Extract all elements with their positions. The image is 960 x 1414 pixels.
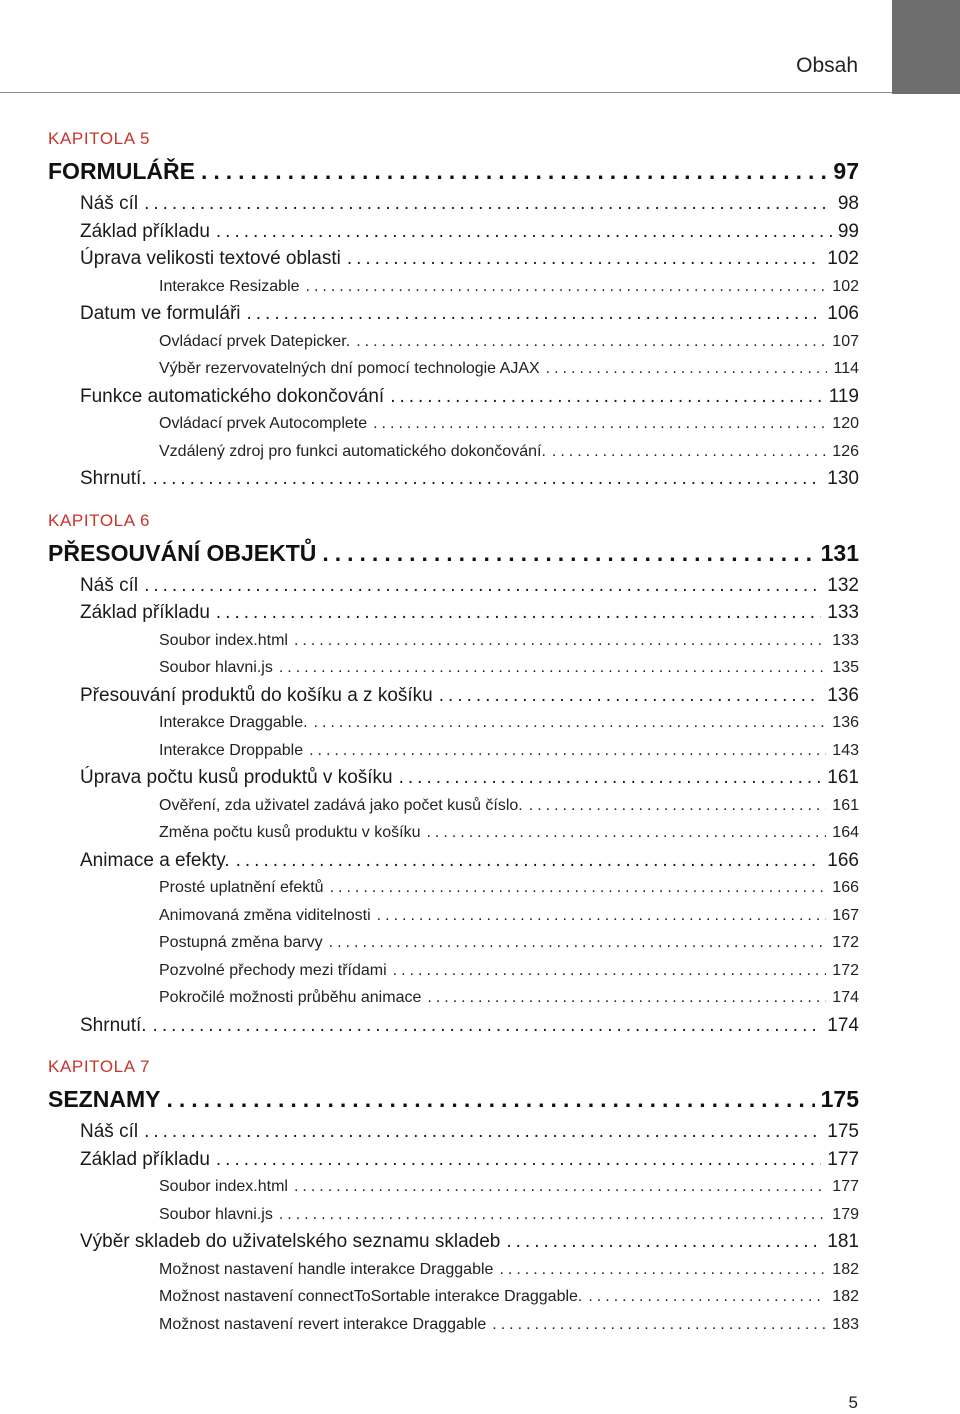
toc-section-row[interactable] [48, 764, 859, 792]
toc-page-number: 177 [827, 1148, 859, 1170]
toc-entry-title: Možnost nastavení revert interakce Draggable [159, 1315, 487, 1333]
toc-page-number: 98 [837, 193, 859, 214]
toc-subsection-row[interactable] [48, 1173, 859, 1201]
dot-leader [427, 984, 826, 1012]
table-of-contents [48, 126, 859, 1353]
toc-entry-title: Postupná změna barvy [159, 934, 323, 951]
toc-entry-title: Úprava počtu kusů produktů v košíku [80, 767, 393, 788]
toc-page-number: 102 [827, 248, 859, 269]
toc-page-number: 161 [832, 796, 859, 814]
chapter-title-row[interactable] [48, 534, 859, 572]
toc-page-number: 172 [832, 934, 859, 951]
toc-subsection-row[interactable] [48, 902, 859, 930]
toc-page-number: 183 [832, 1315, 859, 1333]
toc-section-row[interactable] [48, 682, 859, 710]
toc-subsection-row[interactable] [48, 957, 859, 985]
toc-entry-title: Základ příkladu [80, 1148, 210, 1170]
toc-page-number: 177 [832, 1178, 859, 1195]
toc-page-number: 179 [832, 1205, 859, 1223]
toc-entry-title: Pokročilé možnosti průběhu animace [159, 989, 422, 1006]
chapter-label: KAPITOLA 7 [48, 1057, 151, 1076]
toc-subsection-row[interactable] [48, 984, 859, 1012]
dot-leader [314, 709, 827, 737]
toc-entry-title: Možnost nastavení connectToSortable interakce Draggable. [159, 1288, 583, 1305]
toc-section-row[interactable] [48, 218, 859, 246]
dot-leader [322, 534, 814, 572]
dot-leader [144, 1118, 821, 1146]
dot-leader [356, 328, 826, 356]
toc-entry-title: Shrnutí. [80, 468, 147, 489]
toc-entry-title: Ovládací prvek Datepicker. [159, 332, 351, 350]
dot-leader [279, 654, 826, 682]
toc-entry-title: Základ příkladu [80, 602, 210, 623]
dot-leader [439, 682, 822, 710]
chapter-section [48, 1054, 859, 1338]
toc-page-number: 136 [827, 684, 859, 706]
toc-entry-title: FORMULÁŘE [48, 158, 195, 184]
dot-leader [373, 410, 826, 438]
toc-entry-title: Interakce Resizable [159, 277, 300, 295]
toc-subsection-row[interactable] [48, 929, 859, 957]
toc-subsection-row[interactable] [48, 1283, 859, 1311]
toc-subsection-row[interactable] [48, 709, 859, 737]
toc-page-number: 133 [832, 631, 859, 649]
toc-subsection-row[interactable] [48, 819, 859, 847]
toc-entry-title: Datum ve formuláři [80, 303, 241, 324]
toc-section-row[interactable] [48, 300, 859, 328]
toc-page-number: 135 [832, 659, 859, 676]
chapter-label: KAPITOLA 6 [48, 510, 151, 530]
dot-leader [393, 957, 827, 985]
toc-page-number: 161 [827, 767, 859, 788]
toc-entry-title: Výběr skladeb do uživatelského seznamu skladeb [80, 1231, 501, 1252]
toc-entry-title: Úprava velikosti textové oblasti [80, 248, 341, 269]
toc-entry-title: Animovaná změna viditelnosti [159, 906, 371, 924]
toc-entry-title: Přesouvání produktů do košíku a z košíku [80, 684, 433, 706]
dot-leader [236, 847, 822, 875]
toc-page-number: 143 [832, 741, 859, 759]
toc-entry-title: Náš cíl [80, 193, 139, 214]
toc-entry-title: Soubor hlavni.js [159, 1205, 273, 1223]
dot-leader [399, 764, 822, 792]
section-header: Obsah [796, 54, 858, 77]
toc-page-number: 107 [832, 332, 859, 350]
toc-section-row[interactable] [48, 599, 859, 627]
toc-entry-title: Možnost nastavení handle interakce Draggable [159, 1260, 494, 1278]
dot-leader [329, 929, 827, 957]
dot-leader [588, 1283, 826, 1311]
toc-page-number: 131 [820, 539, 859, 566]
chapter-title-row[interactable] [48, 1080, 859, 1118]
dot-leader [377, 902, 827, 930]
dot-leader [306, 273, 827, 301]
dot-leader [426, 819, 826, 847]
toc-page-number: 102 [832, 277, 859, 295]
toc-page-number: 166 [827, 849, 859, 871]
toc-page-number: 132 [827, 574, 859, 596]
toc-page-number: 97 [833, 158, 859, 184]
dot-leader [294, 627, 826, 655]
toc-entry-title: Shrnutí. [80, 1014, 147, 1036]
dot-leader [216, 599, 821, 627]
toc-entry-title: SEZNAMY [48, 1086, 161, 1112]
toc-subsection-row[interactable] [48, 410, 859, 438]
toc-page-number: 133 [827, 602, 859, 623]
toc-section-row[interactable] [48, 383, 859, 411]
toc-subsection-row[interactable] [48, 874, 859, 902]
toc-page-number: 175 [820, 1086, 859, 1112]
toc-entry-title: Interakce Droppable [159, 741, 304, 759]
toc-subsection-row[interactable] [48, 355, 859, 383]
dot-leader [247, 300, 822, 328]
dot-leader [506, 1228, 821, 1256]
toc-section-row[interactable] [48, 1146, 859, 1174]
chapter-section [48, 126, 859, 493]
toc-section-row[interactable] [48, 1012, 859, 1040]
toc-page-number: 164 [832, 824, 859, 841]
toc-section-row[interactable] [48, 1118, 859, 1146]
dot-leader [201, 152, 827, 190]
toc-entry-title: Interakce Draggable. [159, 714, 308, 731]
dot-leader [499, 1256, 826, 1284]
toc-page-number: 119 [828, 385, 859, 407]
toc-section-row[interactable] [48, 465, 859, 493]
toc-subsection-row[interactable] [48, 737, 859, 765]
toc-entry-title: Výběr rezervovatelných dní pomocí technologie AJAX [159, 360, 540, 377]
toc-page-number: 99 [837, 220, 859, 242]
toc-page-number: 174 [827, 1014, 859, 1036]
toc-subsection-row[interactable] [48, 328, 859, 356]
toc-page-number: 167 [832, 906, 859, 924]
toc-entry-title: Náš cíl [80, 1121, 139, 1142]
chapter-section [48, 508, 859, 1040]
toc-entry-title: Náš cíl [80, 574, 139, 596]
dot-leader [144, 572, 821, 600]
dot-leader [294, 1173, 826, 1201]
dot-leader [546, 355, 828, 383]
dot-leader [144, 190, 832, 218]
toc-section-row[interactable] [48, 572, 859, 600]
toc-entry-title: Prosté uplatnění efektů [159, 879, 324, 896]
toc-page-number: 182 [832, 1260, 859, 1278]
toc-page-number: 181 [827, 1231, 859, 1252]
toc-page-number: 182 [832, 1288, 859, 1305]
toc-section-row[interactable] [48, 1228, 859, 1256]
toc-subsection-row[interactable] [48, 792, 859, 820]
toc-section-row[interactable] [48, 245, 859, 273]
chapter-label: KAPITOLA 5 [48, 129, 151, 148]
dot-leader [492, 1311, 826, 1339]
dot-leader [166, 1080, 814, 1118]
toc-page-number: 175 [827, 1121, 859, 1142]
toc-subsection-row[interactable] [48, 654, 859, 682]
toc-entry-title: Ovládací prvek Autocomplete [159, 415, 368, 432]
toc-entry-title: Animace a efekty. [80, 849, 230, 871]
toc-subsection-row[interactable] [48, 1256, 859, 1284]
toc-subsection-row[interactable] [48, 273, 859, 301]
toc-section-row[interactable] [48, 847, 859, 875]
dot-leader [309, 737, 826, 765]
toc-section-row[interactable] [48, 190, 859, 218]
toc-page-number: 136 [832, 714, 859, 731]
toc-page-number: 130 [827, 468, 859, 489]
toc-page-number: 166 [832, 879, 859, 896]
corner-tab-decoration [892, 0, 960, 94]
toc-entry-title: PŘESOUVÁNÍ OBJEKTŮ [48, 539, 317, 566]
toc-entry-title: Ověření, zda uživatel zadává jako počet kusů číslo. [159, 796, 523, 814]
toc-subsection-row[interactable] [48, 627, 859, 655]
toc-entry-title: Soubor index.html [159, 1178, 288, 1195]
header-divider [0, 92, 892, 93]
toc-page-number: 120 [832, 415, 859, 432]
dot-leader [153, 465, 822, 493]
dot-leader [529, 792, 827, 820]
toc-subsection-row[interactable] [48, 1311, 859, 1339]
dot-leader [330, 874, 827, 902]
toc-entry-title: Funkce automatického dokončování [80, 385, 385, 407]
toc-page-number: 106 [827, 303, 859, 324]
page-number: 5 [848, 1393, 858, 1412]
toc-subsection-row[interactable] [48, 1201, 859, 1229]
chapter-title-row[interactable] [48, 152, 859, 190]
dot-leader [216, 1146, 821, 1174]
toc-page-number: 172 [832, 961, 859, 979]
dot-leader [279, 1201, 826, 1229]
toc-entry-title: Pozvolné přechody mezi třídami [159, 961, 387, 979]
toc-entry-title: Vzdálený zdroj pro funkci automatického dokončování. [159, 442, 546, 460]
toc-page-number: 174 [832, 989, 859, 1006]
toc-page-number: 114 [833, 360, 859, 377]
toc-subsection-row[interactable] [48, 438, 859, 466]
dot-leader [216, 218, 832, 246]
dot-leader [347, 245, 821, 273]
dot-leader [153, 1012, 822, 1040]
dot-leader [390, 383, 823, 411]
toc-entry-title: Soubor hlavni.js [159, 659, 273, 676]
toc-entry-title: Změna počtu kusů produktu v košíku [159, 824, 421, 841]
dot-leader [552, 438, 826, 466]
toc-page-number: 126 [832, 442, 859, 460]
toc-entry-title: Soubor index.html [159, 631, 288, 649]
toc-entry-title: Základ příkladu [80, 220, 210, 242]
